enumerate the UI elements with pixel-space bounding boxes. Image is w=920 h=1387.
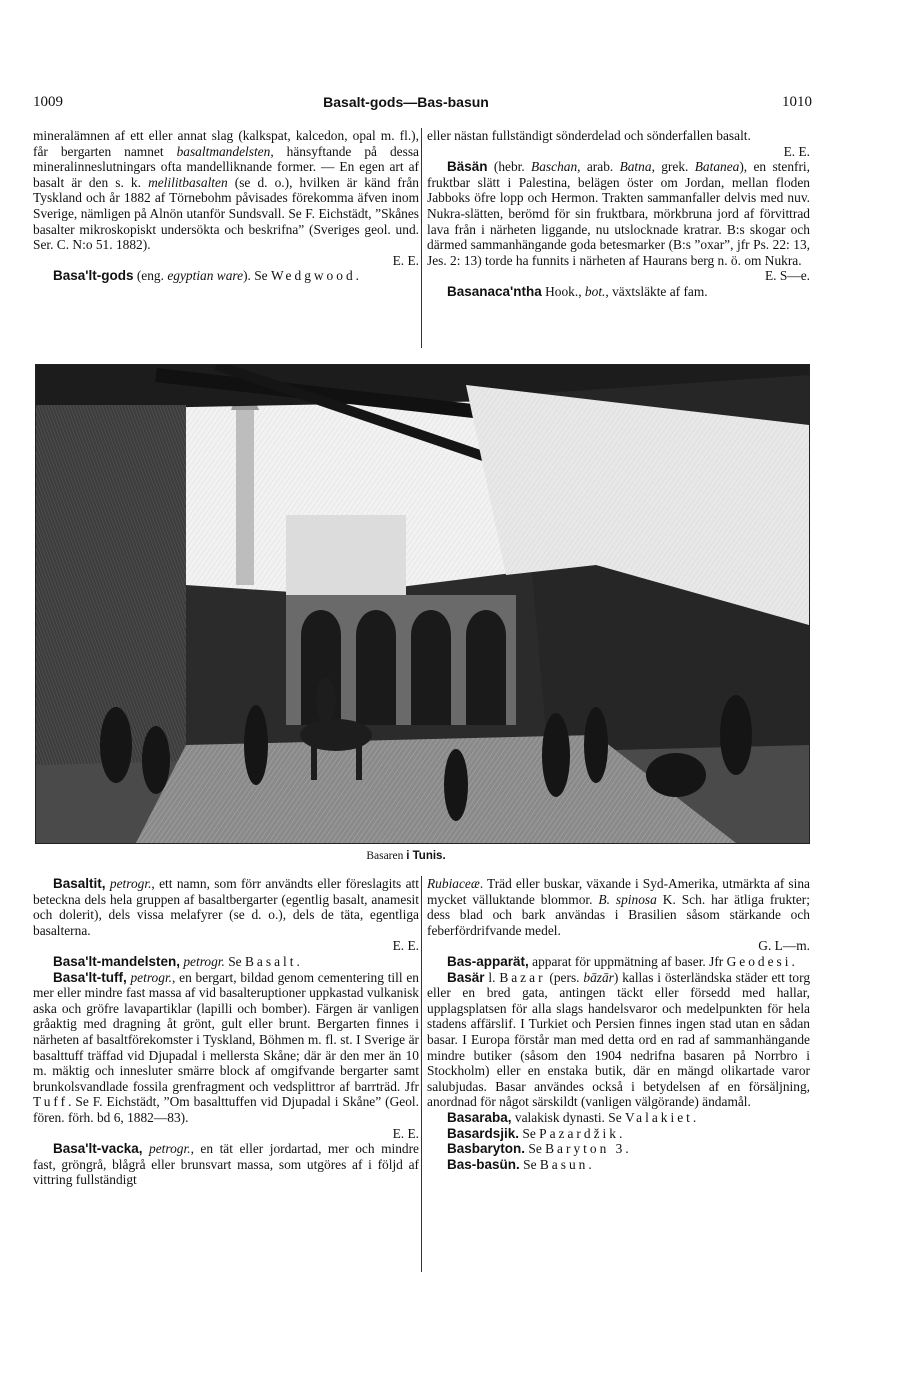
text: Se — [525, 1141, 546, 1157]
column-divider — [421, 128, 422, 348]
illustration-caption — [0, 850, 812, 862]
headword: Basaraba, — [447, 1109, 512, 1125]
text: , en bergart, bildad genom cementering till en mer eller mindre fast massa af vid basalteruptioner uppkastad vulkanisk aska och gröfre lavapartiklar (lapilli och bomber). Färgen är vanligen gråaktig med dragning åt grönt, gult eller brunt. Bergarten finnes i närheten af basaltförekomster i Tyskland, Böhmen m. fl. st. I Sverige är basalttuff träffad vid Djupadal i mellersta Skåne; där är den mer än 10 m. mäktig och innesluter smärre block af omgifvande bergarter samt brunkolsvandlade fossila grenfragment och vedsplittror af barrträd. Jfr — [33, 969, 419, 1094]
signature: E. S—e. — [764, 268, 810, 284]
headword: Basa'lt-mandelsten, — [53, 953, 180, 969]
text: , hänsyftande på dessa mineralinneslutningars ofta mandelliknande former. — En egen art af basalt är den s. k. — [33, 143, 419, 190]
text: Se — [519, 1125, 540, 1141]
cross-reference: Tuff — [33, 1094, 69, 1110]
headword: Basa'lt-tuff, — [53, 969, 127, 985]
signature: E. E. — [392, 252, 419, 268]
text-italic: melilitbasalten — [148, 174, 228, 190]
text-italic: B. spinosa — [598, 891, 657, 907]
entry-basanacantha — [427, 284, 810, 300]
text: (hebr. — [487, 159, 532, 175]
entry-bas-basun — [427, 1157, 810, 1173]
text-italic: petrogr. — [142, 1141, 191, 1157]
text: , växtsläkte af fam. — [605, 283, 708, 299]
text-italic: egyptian ware — [167, 268, 244, 284]
cross-reference: Geodesi — [726, 953, 792, 969]
text-italic: bāzār — [583, 969, 614, 985]
signature: E. E. — [392, 938, 419, 954]
column-divider — [421, 876, 422, 1272]
text: . — [791, 953, 795, 969]
entry-bas-apparat — [427, 954, 810, 970]
text: mineralämnen af ett eller annat slag (kalkspat, kalcedon, opal m. fl.), får bergarten namnet — [33, 128, 419, 159]
text: Hook., — [541, 283, 585, 299]
caption-text: Basaren — [366, 850, 407, 862]
running-title: Basalt-gods—Bas-basun — [323, 94, 489, 110]
headword: Bas-basün. — [447, 1156, 520, 1172]
column-top-left — [33, 128, 419, 284]
bazaar-engraving — [36, 365, 809, 843]
text: . Se F. Eichstädt, ”Om basalttuffen vid Djupadal i Skåne” (Geol. fören. förh. bd 6, 1882—83). — [33, 1094, 419, 1125]
entry-basbaryton — [427, 1141, 810, 1157]
text: Se — [519, 1156, 540, 1172]
text: , en tät eller jordartad, mer och mindre fast, gröngrå, blågrå eller brunsvart massa, som utgöres af i följd af vittring fullständigt — [33, 1141, 419, 1188]
paragraph — [427, 876, 810, 954]
text-italic: Batna — [619, 159, 652, 175]
text: . — [588, 1156, 592, 1172]
entry-basaraba — [427, 1110, 810, 1126]
headword: Basär — [447, 969, 485, 985]
entry-basalt-mandelsten — [33, 954, 419, 970]
text-italic: bot. — [584, 283, 606, 299]
text: ), en stenfri, fruktbar slätt i Palestina, belägen öster om Jordan, mellan floden Jabboks öfre lopp och Hermon. Trakten sammanfaller delvis med nuv. Nukra-slätten, berömd för sin fruktbara, mörkbruna jord af förvittrad lava från i närheten liggande, nu utslocknade kratrar. B:s skogar och därmed sammanhängande goda betesmarker (B:s ”oxar”, jfr Ps. 22: 13, Jes. 2: 13) torde ha funnits i närheten af Haurans berg n. ö. om Nukra. — [427, 159, 810, 268]
signature: E. E. — [783, 143, 810, 159]
headword: Bäsän — [447, 159, 488, 175]
entry-basar — [427, 970, 810, 1110]
headword: Basardsjik. — [447, 1125, 520, 1141]
signature: G. L—m. — [758, 938, 810, 954]
cross-reference: Basun — [539, 1156, 589, 1172]
text: eller nästan fullständigt sönderdelad och sönderfallen basalt. — [427, 128, 751, 143]
text: Se — [224, 953, 245, 969]
entry-basalt-tuff — [33, 970, 419, 1142]
headword: Basa'lt-gods — [53, 268, 134, 284]
text: , arab. — [577, 159, 620, 175]
headword: Basbaryton. — [447, 1141, 526, 1157]
text: . — [618, 1125, 623, 1141]
text: (pers. — [545, 969, 584, 985]
cross-reference: Valakiet — [624, 1109, 693, 1125]
text-italic: Batanea — [694, 159, 740, 175]
page-number-left: 1009 — [33, 94, 63, 110]
illustration-bazaar — [35, 364, 810, 844]
column-top-right — [427, 128, 810, 300]
text: ) kallas i österländska städer ett torg eller en bred gata, antingen täckt eller försedd med hallar, upplagsplatsen för alla slags handelsvaror och medelpunkten för hela stadens affärslif. I Turkiet och Persien finnes ingen stad utan en sådan basar. I Europa förstår man med detta ord en rad af sammanhängande mindre butiker (såsom den 1904 nedrifna basaren på Norrbro i Stockholm) eller en enstaka butik, där en mängd olikartade varor salubjudas. Basar användes också i betydelsen af en försäljning, anordnad för något särskildt (vanligen välgörande) ändamål. — [427, 969, 811, 1110]
headword: Basanaca'ntha — [447, 283, 542, 299]
text: , grek. — [651, 159, 695, 175]
column-bottom-left — [33, 876, 419, 1188]
cross-reference: Basalt — [244, 953, 297, 969]
text-italic: petrogr. — [126, 969, 173, 985]
text: . — [355, 268, 359, 284]
entry-basalt-gods — [33, 268, 419, 284]
entry-basalt-vacka — [33, 1141, 419, 1188]
text: , ett namn, som förr användts eller föreslagits att beteckna dels hela gruppen af basaltbergarter (egentlig basalt, anamesit och dolerit), dels vissa melafyrer (se d. o.), dels de täta, egentliga basalterna. — [33, 876, 419, 938]
entry-basaltit — [33, 876, 419, 954]
page-number-right: 1010 — [782, 94, 812, 110]
cross-reference: Baryton 3 — [545, 1141, 626, 1157]
text-italic: petrogr. — [180, 953, 225, 969]
paragraph — [33, 128, 419, 268]
text-italic: petrogr. — [105, 876, 152, 891]
text: . — [625, 1141, 629, 1157]
paragraph — [427, 128, 810, 159]
text-italic: basaltmandelsten — [176, 143, 271, 159]
text: . — [692, 1109, 697, 1125]
headword: Basaltit, — [53, 876, 106, 891]
text: K. Sch. har ätliga frukter; dess blad och bark användas i Brasilien såsom stärkande och feberfördrifvande medel. — [427, 891, 810, 938]
entry-basardsjik — [427, 1126, 810, 1142]
text: l. — [484, 969, 500, 985]
cross-reference: Wedgwood — [270, 268, 356, 284]
headword: Basa'lt-vacka, — [53, 1141, 143, 1157]
text: apparat för uppmätning af baser. Jfr — [528, 953, 727, 969]
column-bottom-right — [427, 876, 810, 1172]
headword: Bas-apparät, — [447, 953, 529, 969]
text: (se d. o.), hvilken är känd från Tyskland och år 1882 af Törnebohm påvisades förekomma äfven inom Sverige, nämligen på Alnön utanför Sundsvall. Se F. Eichstädt, ”Skånes basalter mikroskopiskt undersökta och beskrifna” (Sveriges geol. und. Ser. C. N:o 51. 1882). — [33, 174, 419, 253]
text: (eng. — [133, 268, 168, 284]
text-italic: Rubiaceæ — [427, 876, 480, 891]
entry-basan — [427, 159, 810, 284]
caption-bold: i Tunis. — [406, 850, 446, 862]
text: valakisk dynasti. Se — [511, 1109, 625, 1125]
text-italic: Baschan — [531, 159, 578, 175]
signature: E. E. — [392, 1125, 419, 1141]
text: . Träd eller buskar, växande i Syd-Amerika, utmärkta af sina mycket välluktande blommor. — [427, 876, 810, 907]
text: . — [296, 953, 300, 969]
cross-reference: Pazardžik — [539, 1125, 619, 1141]
text: ). Se — [243, 268, 271, 284]
cross-reference: Bazar — [499, 969, 546, 985]
